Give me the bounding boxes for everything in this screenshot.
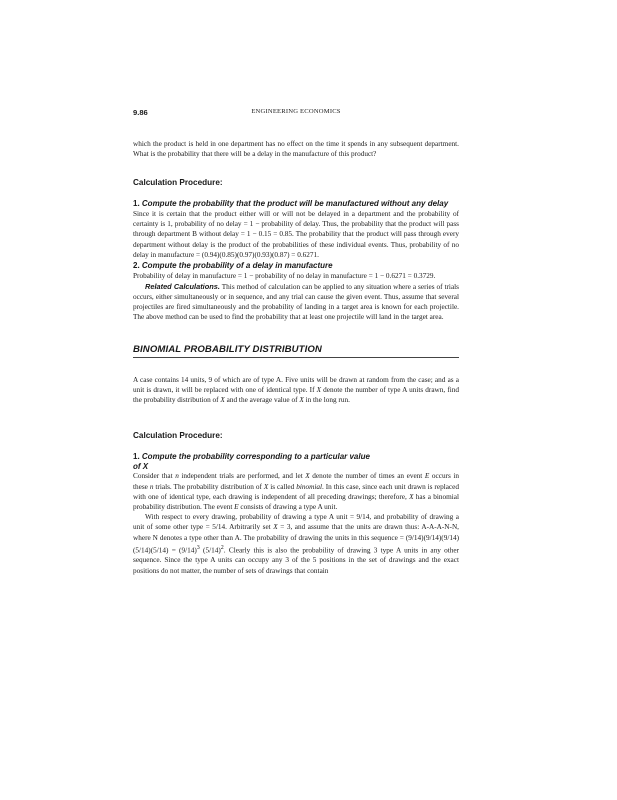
binomial-step-1-title-line2: of X [133,461,149,471]
running-title: ENGINEERING ECONOMICS [251,108,341,115]
binomial-step-1-paragraph-1: Consider that n independent trials are performed, and let X denote the number of times an event E occurs in these n trials. The probability distribution of X is called binomial. In this case, since each unit drawn is replaced with one of identical type, each drawing is independent of all preceding drawings; therefore, X has a binomial probability distribution. The event E consists of drawing a type A unit. [133,472,460,512]
step-1-number: 1. [133,199,140,209]
calculation-procedure-heading: Calculation Procedure: [133,178,223,188]
page-number: 9.86 [133,108,148,117]
running-header [133,108,459,120]
related-calculations-paragraph [133,282,459,323]
related-calculations-body: This method of calculation can be applied to any situation where a series of trials occurs, either simultaneously or in sequence, and any trial can cause the given event. Thus, assume that several projectiles are fired simultaneously and the probability of landing in a target area is known for each projectile. The above method can be used to find the probability that at least one projectile will land in the target area. [133,282,460,322]
binomial-step-1-block [133,452,459,576]
related-calculations-lead: Related Calculations. [145,281,220,291]
binomial-step-1-heading [133,452,459,471]
step-2-title: Compute the probability of a delay in manufacture [141,261,333,271]
step-2-block [133,261,459,281]
section-title: BINOMIAL PROBABILITY DISTRIBUTION [133,344,459,358]
step-2-number: 2. [133,261,140,271]
step-2-body: Probability of delay in manufacture = 1 − probability of no delay in manufacture = 1 − 0.6271 = 0.3729. [133,271,436,280]
step-1-title: Compute the probability that the product will be manufactured without any delay [141,199,449,209]
problem-statement: A case contains 14 units, 9 of which are of type A. Five units will be drawn at random from the case; and as a unit is drawn, it will be replaced with one of identical type. If X denote the number of type A units drawn, find the probability distribution of X and the average value of X in the long run. [133,375,459,405]
calculation-procedure-heading-2: Calculation Procedure: [133,431,223,441]
binomial-step-1-number: 1. [133,452,140,462]
book-page [133,108,459,577]
step-2-heading [133,261,459,271]
step-1-block [133,199,459,260]
intro-paragraph: which the product is held in one department has no effect on the time it spends in any subsequent department. What is the probability that there will be a delay in the manufacture of this product? [133,140,459,159]
step-1-body: Since it is certain that the product either will or will not be delayed in a department and the probability of certainty is 1, probability of no delay = 1 − probability of delay. Thus, the probability that the product will pass through department B without delay = 1 − 0.15 = 0.85. The probability that the product will pass through every department without delay is the product of the probabilities of these individual events. Thus, probability of no delay in manufacture = (0.94)(0.85)(0.97)(0.93)(0.87) = 0.6271. [133,210,459,259]
binomial-step-1-paragraph-2: With respect to every drawing, probability of drawing a type A unit = 9/14, and probability of drawing a unit of some other type = 5/14. Arbitrarily set X = 3, and assume that the units are drawn thus: A-A-A-N-N, where N denotes a type other than A. The probability of drawing the units in this sequence = $(9/14)(9/14)(9/14)(5/14)(5/14) = (9/14)^3$ $(5/14)^2$. Clearly this is also the probability of drawing 3 type A units in any other sequence. Since the type A units can occupy any 3 of the 5 positions in the set of drawings and the exact positions do not matter, the number of sets of drawings that contain [133,513,459,575]
step-1-heading [133,199,459,209]
binomial-step-1-title-line1: Compute the probability corresponding to a particular value [141,452,370,462]
